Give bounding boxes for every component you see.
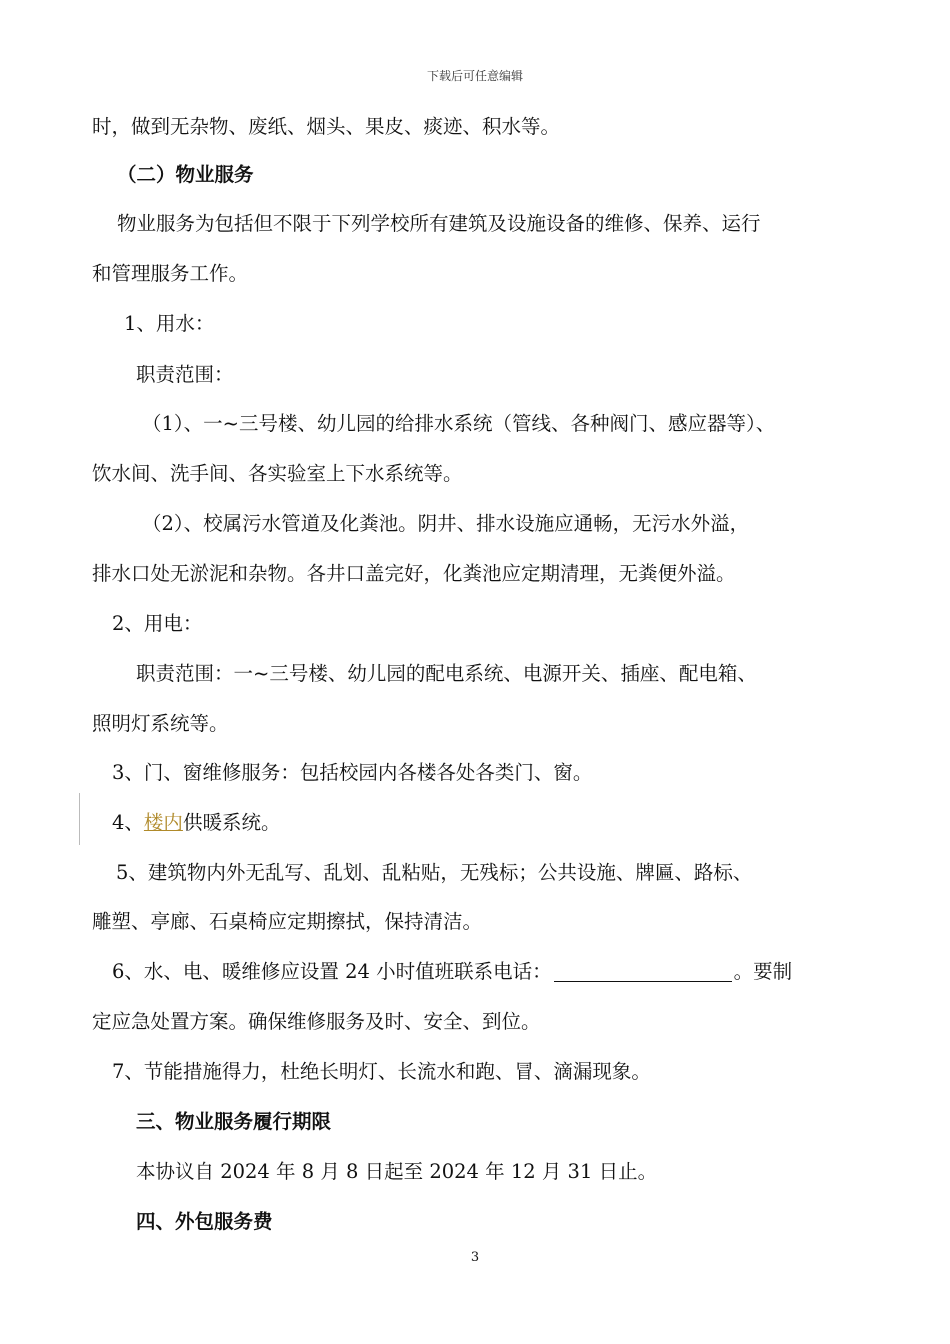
paragraph-line: 雕塑、亭廊、石桌椅应定期擦拭，保持清洁。 (92, 910, 483, 933)
item-number: 4、 (112, 811, 144, 834)
paragraph-line (112, 962, 792, 982)
item-text: 6、水、电、暖维修应设置 24 小时值班联系电话： (112, 960, 552, 983)
page-number: 3 (470, 1250, 480, 1265)
paragraph-line: 时，做到无杂物、废纸、烟头、果皮、痰迹、积水等。 (92, 115, 561, 138)
paragraph-line: 排水口处无淤泥和杂物。各井口盖完好，化粪池应定期清理，无粪便外溢。 (92, 562, 736, 585)
paragraph-line: 职责范围： (136, 363, 234, 386)
phone-blank-field (554, 963, 732, 982)
paragraph-line: （2）、校属污水管道及化粪池。阴井、排水设施应通畅，无污水外溢， (142, 512, 750, 535)
paragraph-line: 物业服务为包括但不限于下列学校所有建筑及设施设备的维修、保养、运行 (117, 212, 761, 235)
paragraph-line: 7、节能措施得力，杜绝长明灯、长流水和跑、冒、滴漏现象。 (112, 1060, 651, 1083)
paragraph-line (112, 813, 280, 833)
section-heading: 三、物业服务履行期限 (136, 1110, 332, 1133)
item-text: 。要制 (733, 960, 793, 983)
page-header: 下载后可任意编辑 (426, 69, 523, 83)
paragraph-line: 照明灯系统等。 (92, 712, 229, 735)
item-heading: 2、用电： (112, 612, 203, 635)
paragraph-line: 职责范围：一~三号楼、幼儿园的配电系统、电源开关、插座、配电箱、 (136, 662, 757, 685)
item-heading: 1、用水： (124, 312, 215, 335)
paragraph-line: 和管理服务工作。 (92, 262, 249, 285)
paragraph-line: （1）、一~三号楼、幼儿园的给排水系统（管线、各种阀门、感应器等）、 (142, 412, 776, 435)
hyperlink[interactable]: 楼内 (143, 811, 183, 834)
revision-margin-bar (79, 793, 80, 845)
section-heading: 四、外包服务费 (136, 1210, 273, 1233)
paragraph-line: 5、建筑物内外无乱写、乱划、乱粘贴，无残标；公共设施、牌匾、路标、 (116, 861, 753, 884)
paragraph-line: 本协议自 2024 年 8 月 8 日起至 2024 年 12 月 31 日止。 (136, 1160, 658, 1183)
paragraph-line: 饮水间、洗手间、各实验室上下水系统等。 (92, 462, 463, 485)
paragraph-line: 定应急处置方案。确保维修服务及时、安全、到位。 (92, 1010, 541, 1033)
paragraph-line: 3、门、窗维修服务：包括校园内各楼各处各类门、窗。 (112, 761, 593, 784)
item-text: 供暖系统。 (182, 811, 281, 834)
section-heading: （二）物业服务 (117, 163, 254, 186)
